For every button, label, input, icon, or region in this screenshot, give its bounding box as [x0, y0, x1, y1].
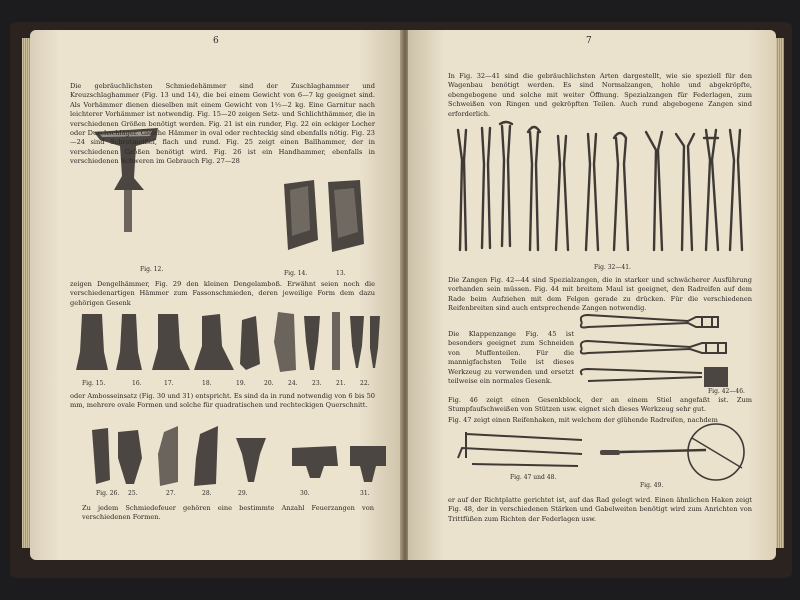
- caption-row2-10: 22.: [360, 380, 370, 387]
- right-paragraph-4: Fig. 46 zeigt einen Gesenkblock, der an einem Stiel angefaßt ist. Zum Stumpfaufschweißen von Stützen usw. eignet sich dieses Werkzeug sehr gut.: [448, 396, 752, 414]
- caption-row2-4: 18.: [202, 380, 212, 387]
- right-paragraph-3: Die Klappenzange Fig. 45 ist besonders geeignet zum Schneiden von Muffenteilen. Für die mannigfachsten Teile ist dieses Werkzeug zu verwenden und ersetzt teilweise ein normales Gesenk.: [448, 330, 574, 386]
- caption-row2-5: 19.: [236, 380, 246, 387]
- caption-row2-9: 21.: [336, 380, 346, 387]
- figure-clamp-tongs-icon: [578, 315, 768, 395]
- caption-row3-7: 31.: [360, 490, 370, 497]
- caption-row2-7: 24.: [288, 380, 298, 387]
- caption-row3-1: Fig. 26.: [96, 490, 120, 497]
- caption-fig42-46: Fig. 42—46.: [708, 388, 745, 395]
- caption-fig49: Fig. 49.: [640, 482, 664, 489]
- caption-row2-2: 16.: [132, 380, 142, 387]
- caption-row2-1: Fig. 15.: [82, 380, 106, 387]
- page-number: 7: [586, 36, 592, 46]
- caption-row3-4: 28.: [202, 490, 212, 497]
- caption-row3-3: 27.: [166, 490, 176, 497]
- figure-hooks-icon: [452, 428, 602, 478]
- caption-fig47-48: Fig. 47 und 48.: [510, 474, 557, 481]
- caption-fig13: 13.: [336, 270, 346, 277]
- caption-row2-8: 23.: [312, 380, 322, 387]
- caption-row3-6: 30.: [300, 490, 310, 497]
- right-paragraph-2: Die Zangen Fig. 42—44 sind Spezialzangen, die in starker und schwächerer Ausführung vorhanden sein müssen. Fig. 44 mit breitem Maul ist geeignet, den Radreifen auf dem Rade beim Aufziehen mit dem Felgen gerade zu drücken. Für die verschiedenen Reifenbreiten sind auch entsprechende Zangen notwendig.: [448, 276, 752, 313]
- caption-row3-5: 29.: [238, 490, 248, 497]
- figure-tongs-icon: [450, 120, 750, 260]
- figure-row-dengel-hammers-icon: [88, 424, 378, 488]
- figure-row-setz-hammers-icon: [74, 312, 374, 376]
- caption-row2-3: 17.: [164, 380, 174, 387]
- left-paragraph-2: zeigen Dengelhämmer, Fig. 29 den kleinen Dengelamboß. Erwähnt seien noch die verschiedenartigen Hämmer zum Fassonschmieden, deren jeweilige Form dem dazu gehörigen Gesenk: [70, 280, 375, 307]
- right-page: [408, 30, 776, 560]
- page-number: 6: [213, 36, 219, 46]
- right-paragraph-6: er auf der Richtplatte gerichtet ist, auf das Rad gelegt wird. Einen ähnlichen Haken zeigt Fig. 48, der in verschiedenen Stärken und Gabelweiten benötigt wird zum Anrichten von Trittfüßen zum Richten der Federlagen usw.: [448, 496, 752, 523]
- caption-fig14: Fig. 14.: [284, 270, 308, 277]
- left-paragraph-3: oder Ambosseinsatz (Fig. 30 und 31) entspricht. Es sind da in rund notwendig von 6 bis 50 mm, mehrere ovale Formen und solche für quadratischen und rechteckigen Querschnitt.: [70, 392, 375, 410]
- figure-hammers-14-13-icon: [280, 180, 370, 260]
- caption-row3-2: 25.: [128, 490, 138, 497]
- figure-reifenhaken-icon: [596, 414, 756, 484]
- caption-row2-6: 20.: [264, 380, 274, 387]
- left-paragraph-1: Die gebräuchlichsten Schmiedehämmer sind der Zuschlaghammer und Kreuzschlaghammer (Fig. 13 und 14), die bei einem Gewicht von 6—7 kg geeignet sind. Als Vorhämmer dienen dieselben mit einem Gewicht von 1½—2 kg. Eine Garnitur nach leichterer Vorhämmer ist notwendig. Fig. 15—20 zeigen Setz- und Schlichthämmer, die in verschiedenen Größen benötigt werden. Fig. 21 ist ein runder, Fig. 22 ein eckiger Locher oder Durchschläger. Gleiche Hämmer in oval oder rechteckig sind ebenfalls nötig. Fig. 23—24 sind Schrotmeißel, flach und rund. Fig. 25 zeigt einen Ballhammer, der in verschiedenen Größen benötigt wird. Fig. 26 ist ein Handhammer, ebenfalls in verschiedenen Schweren im Gebrauch Fig. 27—28: [70, 82, 375, 166]
- left-page: [30, 30, 402, 560]
- caption-fig32-41: Fig. 32—41.: [594, 264, 631, 271]
- caption-fig12: Fig. 12.: [140, 266, 164, 273]
- right-paragraph-5: Fig. 47 zeigt einen Reifenhaken, mit welchem der glühende Radreifen, nachdem: [448, 416, 718, 424]
- left-paragraph-4: Zu jedem Schmiedefeuer gehören eine bestimmte Anzahl Feuerzangen von verschiedenen Formen.: [82, 504, 374, 522]
- right-paragraph-1: In Fig. 32—41 sind die gebräuchlichsten Arten dargestellt, wie sie speziell für den Wagenbau benötigt werden. Es sind Normalzangen, hohle und abgekröpfte, ebengebogene und solche mit weiter Öffnung. Spezialzangen für Federlagen, zum Schweißen von Ringen und gekröpften Teilen. Auch rund abgebogene Zangen sind erforderlich.: [448, 72, 752, 118]
